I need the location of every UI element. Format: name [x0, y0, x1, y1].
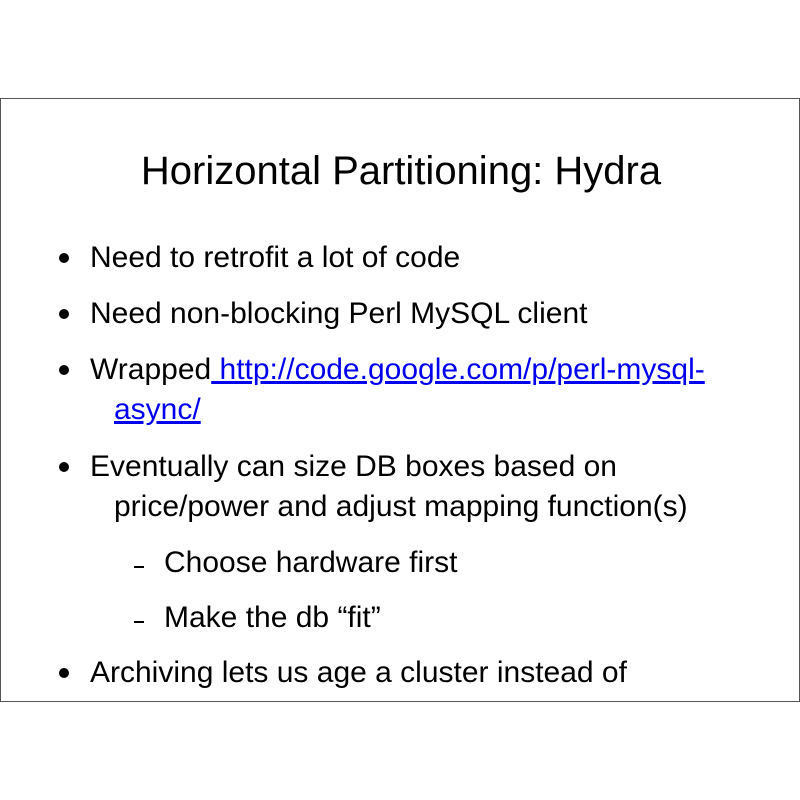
bullet-text-4-line1: Eventually can size DB boxes based on: [90, 450, 617, 483]
bullet-dot: [59, 462, 69, 472]
perl-mysql-async-link-line1[interactable]: http://code.google.com/p/perl-mysql-: [211, 353, 705, 386]
bullet-dot: [59, 668, 69, 678]
bullet-text-3: [90, 350, 705, 390]
sub-bullet-dash: [134, 621, 144, 623]
sub-bullet-text-2: Make the db “fit”: [164, 601, 381, 634]
bullet-text-5: Archiving lets us age a cluster instead of: [90, 656, 627, 689]
bullet-dot: [59, 365, 69, 375]
slide-title: Horizontal Partitioning: Hydra: [140, 149, 662, 193]
bullet-text-4-line2: price/power and adjust mapping function(s): [114, 490, 688, 523]
bullet-text-3-prefix: Wrapped: [90, 353, 212, 386]
bullet-dot: [59, 309, 69, 319]
slide: [0, 98, 800, 702]
sub-bullet-dash: [134, 566, 144, 568]
bullet-text-3-line2: [114, 390, 201, 430]
bullet-text-2: Need non-blocking Perl MySQL client: [90, 297, 588, 330]
bullet-dot: [59, 253, 69, 263]
bullet-text-1: Need to retrofit a lot of code: [90, 241, 461, 274]
perl-mysql-async-link-line2[interactable]: async/: [114, 393, 201, 426]
sub-bullet-text-1: Choose hardware first: [164, 546, 458, 579]
